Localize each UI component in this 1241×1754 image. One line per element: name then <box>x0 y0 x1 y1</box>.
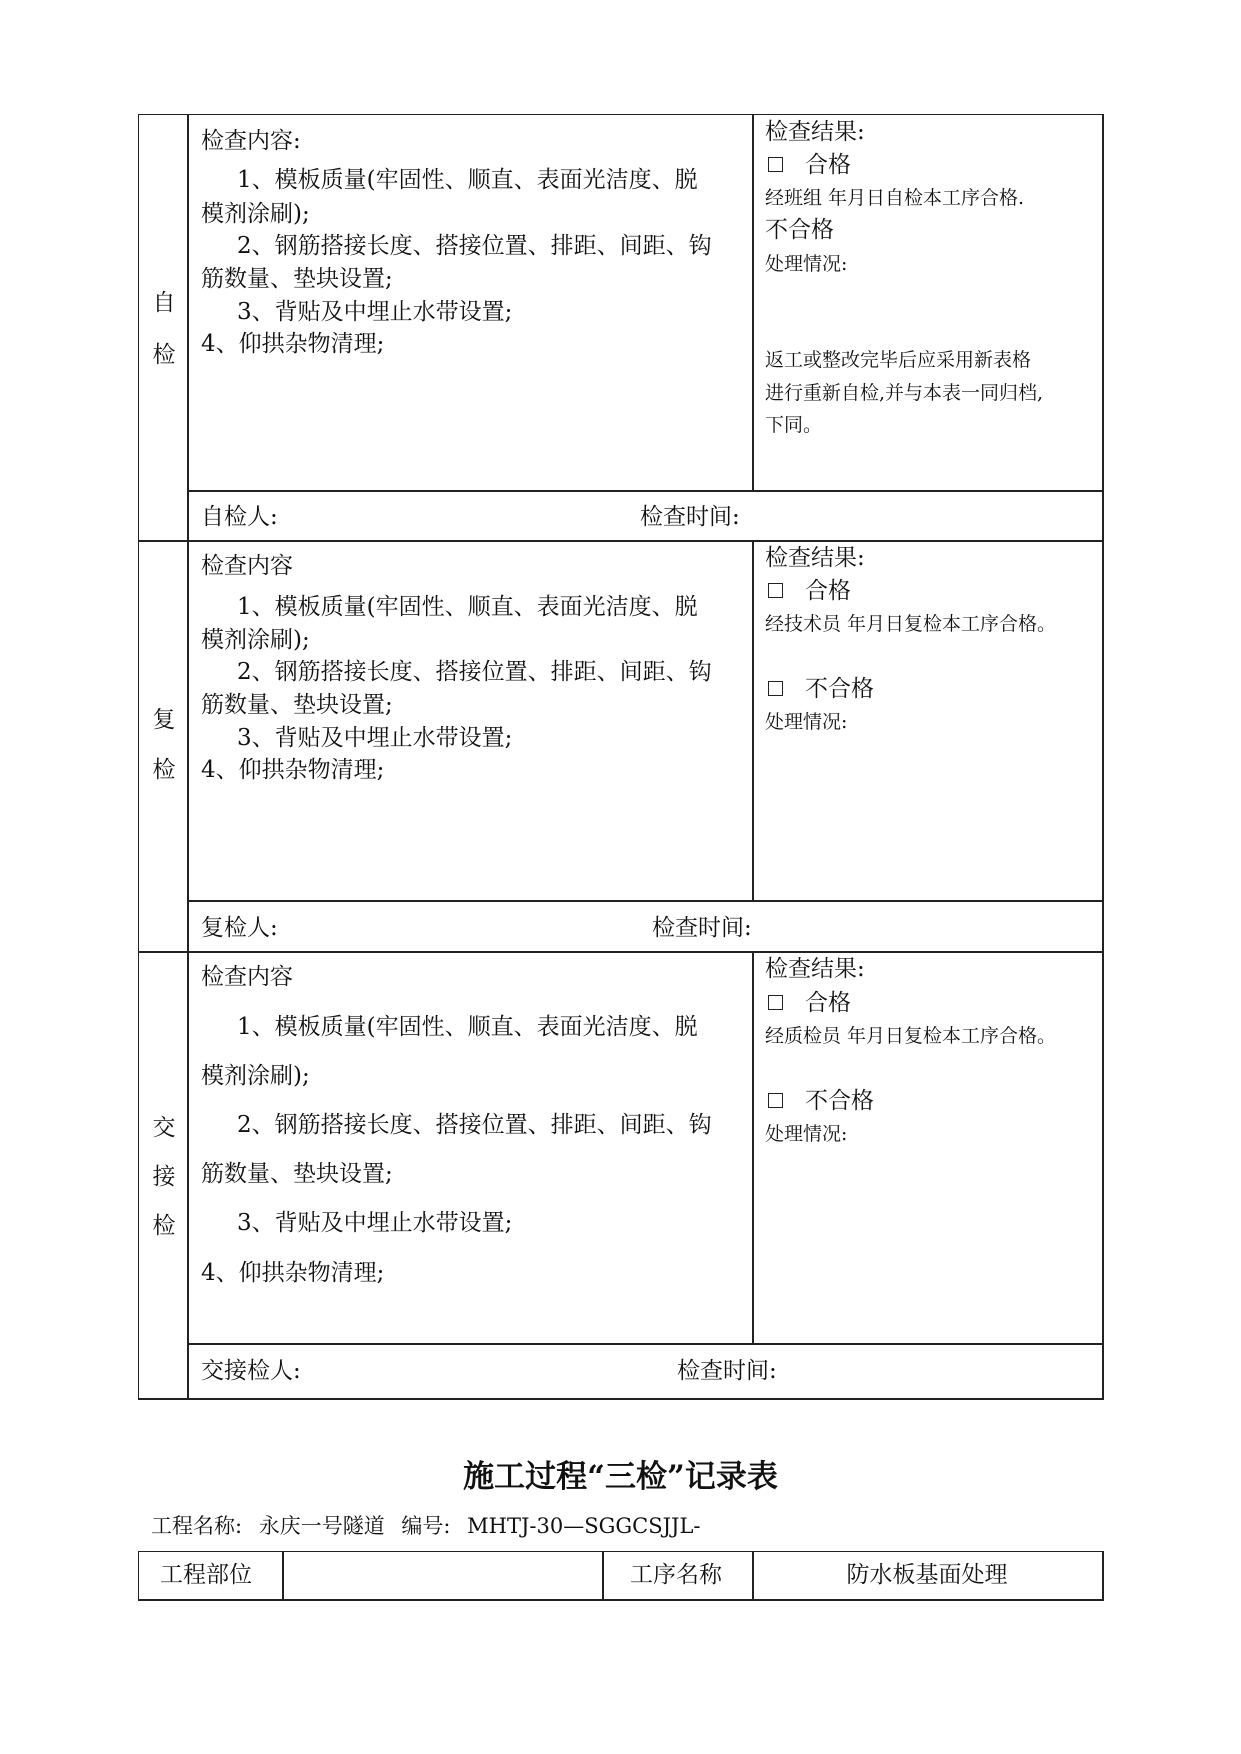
handling-label: 处理情况: <box>765 1123 848 1145</box>
self-check-char-2: 检 <box>152 342 176 368</box>
pass-note: 经班组 年月日自检本工序合格. <box>765 187 1025 209</box>
self-check-person-label: 自检人: <box>201 504 278 530</box>
table-border <box>752 540 754 900</box>
table-border <box>602 1551 604 1599</box>
check-item: 2、钢筋搭接长度、搭接位置、排距、间距、钩 <box>237 233 712 259</box>
rework-note: 下同。 <box>765 414 823 436</box>
handover-char-3: 检 <box>152 1213 176 1239</box>
check-item: 1、模板质量(牢固性、顺直、表面光洁度、脱 <box>237 167 698 193</box>
handling-label: 处理情况: <box>765 253 848 275</box>
table-border <box>138 951 1102 953</box>
table-border <box>282 1551 284 1599</box>
fail-checkbox[interactable] <box>768 1093 783 1108</box>
pass-checkbox[interactable] <box>768 157 783 172</box>
handover-person-label: 交接检人: <box>201 1358 301 1384</box>
pass-label: 合格 <box>805 578 851 604</box>
check-item: 筋数量、垫块设置; <box>201 692 393 718</box>
check-item: 筋数量、垫块设置; <box>201 266 393 292</box>
section-label-re-check <box>152 709 176 782</box>
process-value: 防水板基面处理 <box>846 1562 1008 1588</box>
fail-label: 不合格 <box>805 676 874 702</box>
re-check-person-label: 复检人: <box>201 915 278 941</box>
content-title: 检查内容: <box>201 128 301 154</box>
check-item: 2、钢筋搭接长度、搭接位置、排距、间距、钩 <box>237 659 712 685</box>
rework-note: 进行重新自检,并与本表一同归档, <box>765 382 1044 404</box>
check-item: 模剂涂刷); <box>201 201 310 227</box>
re-check-char-2: 检 <box>152 757 176 783</box>
check-item: 2、钢筋搭接长度、搭接位置、排距、间距、钩 <box>237 1112 712 1138</box>
rework-note: 返工或整改完毕后应采用新表格 <box>765 349 1032 371</box>
check-item: 1、模板质量(牢固性、顺直、表面光洁度、脱 <box>237 594 698 620</box>
check-item: 筋数量、垫块设置; <box>201 1161 393 1187</box>
fail-checkbox[interactable] <box>768 681 783 696</box>
check-item: 4、仰拱杂物清理; <box>201 757 385 783</box>
table-border <box>138 1599 1104 1601</box>
pass-note: 经技术员 年月日复检本工序合格。 <box>765 613 1057 635</box>
table-border <box>752 951 754 1343</box>
table-border <box>187 1343 1102 1345</box>
pass-checkbox[interactable] <box>768 583 783 598</box>
check-item: 4、仰拱杂物清理; <box>201 1260 385 1286</box>
table-border <box>187 490 1102 492</box>
document-title: 施工过程“三检”记录表 <box>463 1459 778 1495</box>
table-border <box>138 1398 1104 1400</box>
fail-label: 不合格 <box>765 217 834 243</box>
pass-label: 合格 <box>805 990 851 1016</box>
part-label: 工程部位 <box>160 1562 252 1588</box>
table-border <box>187 900 1102 902</box>
fail-label: 不合格 <box>805 1088 874 1114</box>
content-title: 检查内容 <box>201 553 293 579</box>
check-time-label: 检查时间: <box>652 915 752 941</box>
handling-label: 处理情况: <box>765 711 848 733</box>
table-border <box>1102 114 1104 1400</box>
check-item: 模剂涂刷); <box>201 627 310 653</box>
check-item: 4、仰拱杂物清理; <box>201 331 385 357</box>
result-title: 检查结果: <box>765 545 865 571</box>
table-border <box>138 540 1102 542</box>
process-label: 工序名称 <box>630 1562 722 1588</box>
table-border <box>1102 1551 1104 1601</box>
handover-char-2: 接 <box>152 1164 176 1190</box>
check-item: 1、模板质量(牢固性、顺直、表面光洁度、脱 <box>237 1014 698 1040</box>
check-item: 3、背贴及中埋止水带设置; <box>237 1210 513 1236</box>
content-title: 检查内容 <box>201 964 293 990</box>
check-item: 3、背贴及中埋止水带设置; <box>237 299 513 325</box>
table-border <box>187 114 189 1398</box>
section-label-self-check <box>152 292 176 367</box>
project-info-line: 工程名称: 永庆一号隧道 编号: MHTJ-30—SGGCSJJL- <box>151 1514 701 1538</box>
table-border <box>752 114 754 490</box>
check-item: 模剂涂刷); <box>201 1063 310 1089</box>
check-time-label: 检查时间: <box>640 504 740 530</box>
pass-note: 经质检员 年月日复检本工序合格。 <box>765 1025 1057 1047</box>
pass-label: 合格 <box>805 152 851 178</box>
pass-checkbox[interactable] <box>768 995 783 1010</box>
re-check-char-1: 复 <box>152 707 176 733</box>
handover-char-1: 交 <box>152 1115 176 1141</box>
section-label-handover-check <box>152 1117 176 1238</box>
result-title: 检查结果: <box>765 956 865 982</box>
check-time-label: 检查时间: <box>677 1358 777 1384</box>
check-item: 3、背贴及中埋止水带设置; <box>237 725 513 751</box>
result-title: 检查结果: <box>765 119 865 145</box>
self-check-char-1: 自 <box>152 290 176 316</box>
